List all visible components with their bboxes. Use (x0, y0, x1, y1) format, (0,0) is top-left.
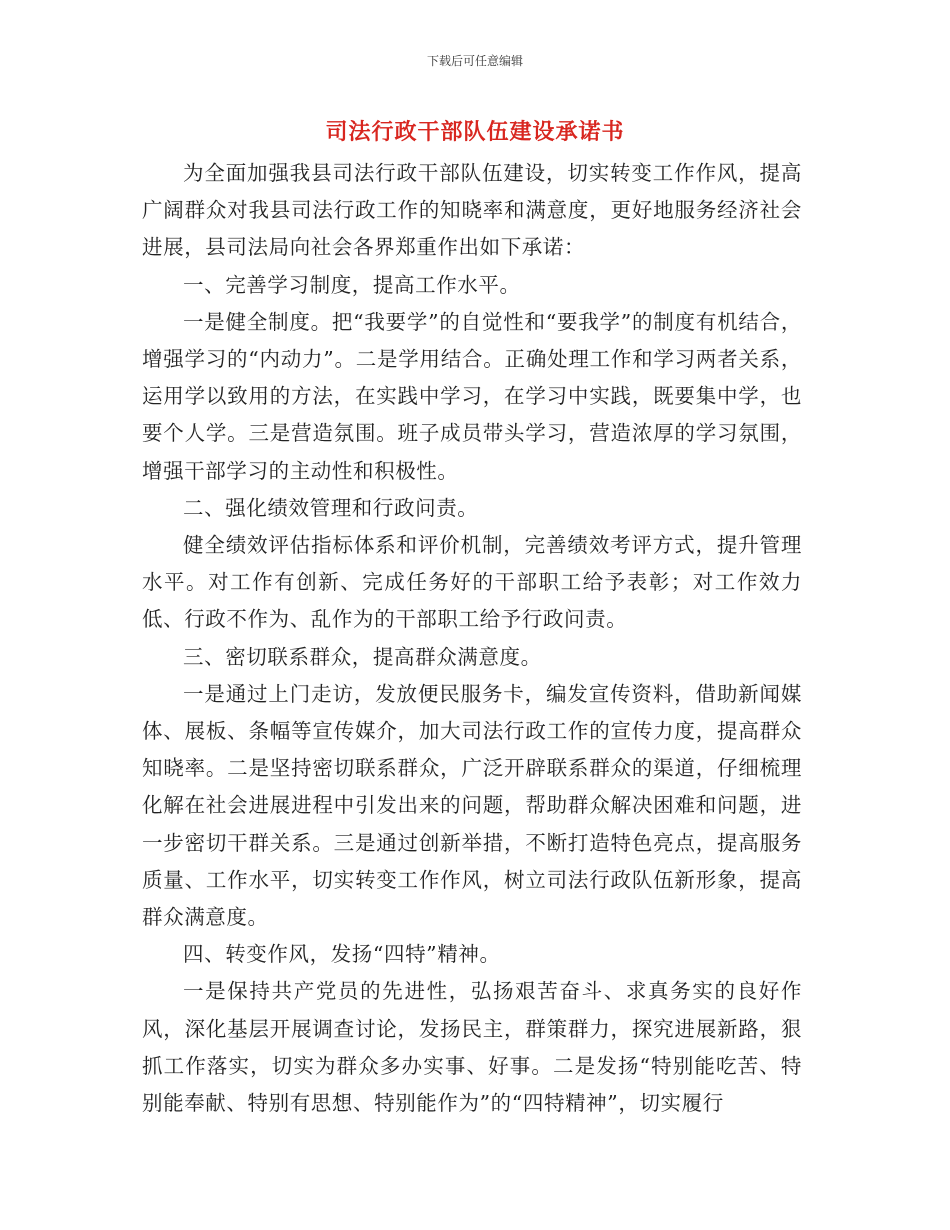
document-title: 司法行政干部队伍建设承诺书 (325, 120, 625, 145)
section-body-4: 一是保持共产党员的先进性，弘扬艰苦奋斗、求真务实的良好作风，深化基层开展调查讨论，发扬民主，群策群力，探究进展新路，狠抓工作落实，切实为群众多办实事、好事。二是发扬“特别能吃苦、特别能奉献、特别有思想、特别能作为”的“四特精神”，切实履行 (142, 979, 802, 1116)
document-body (142, 155, 802, 1122)
section-heading-4: 四、转变作风，发扬“四特”精神。 (183, 942, 501, 967)
section-body-1: 一是健全制度。把“我要学”的自觉性和“要我学”的制度有机结合，增强学习的“内动力”。二是学用结合。正确处理工作和学习两者关系，运用学以致用的方法，在实践中学习，在学习中实践，既要集中学，也要个人学。三是营造氛围。班子成员带头学习，营造浓厚的学习氛围，增强干部学习的主动性和积极性。 (142, 309, 802, 483)
section-heading-3: 三、密切联系群众，提高群众满意度。 (183, 644, 542, 669)
section-heading-2: 二、强化绩效管理和行政问责。 (183, 495, 479, 520)
intro-paragraph: 为全面加强我县司法行政干部队伍建设，切实转变工作作风，提高广阔群众对我县司法行政工作的知晓率和满意度，更好地服务经济社会进展，县司法局向社会各界郑重作出如下承诺： (142, 161, 802, 260)
section-body-3: 一是通过上门走访，发放便民服务卡，编发宣传资料，借助新闻媒体、展板、条幅等宣传媒介，加大司法行政工作的宣传力度，提高群众知晓率。二是坚持密切联系群众，广泛开辟联系群众的渠道，仔细梳理化解在社会进展进程中引发出来的问题，帮助群众解决困难和问题，进一步密切干群关系。三是通过创新举措，不断打造特色亮点，提高服务质量、工作水平，切实转变工作作风，树立司法行政队伍新形象，提高群众满意度。 (142, 681, 802, 930)
section-heading-1: 一、完善学习制度，提高工作水平。 (183, 272, 521, 297)
header-note: 下载后可任意编辑 (426, 54, 523, 68)
section-body-2: 健全绩效评估指标体系和评价机制，完善绩效考评方式，提升管理水平。对工作有创新、完成任务好的干部职工给予表彰；对工作效力低、行政不作为、乱作为的干部职工给予行政问责。 (142, 533, 802, 632)
